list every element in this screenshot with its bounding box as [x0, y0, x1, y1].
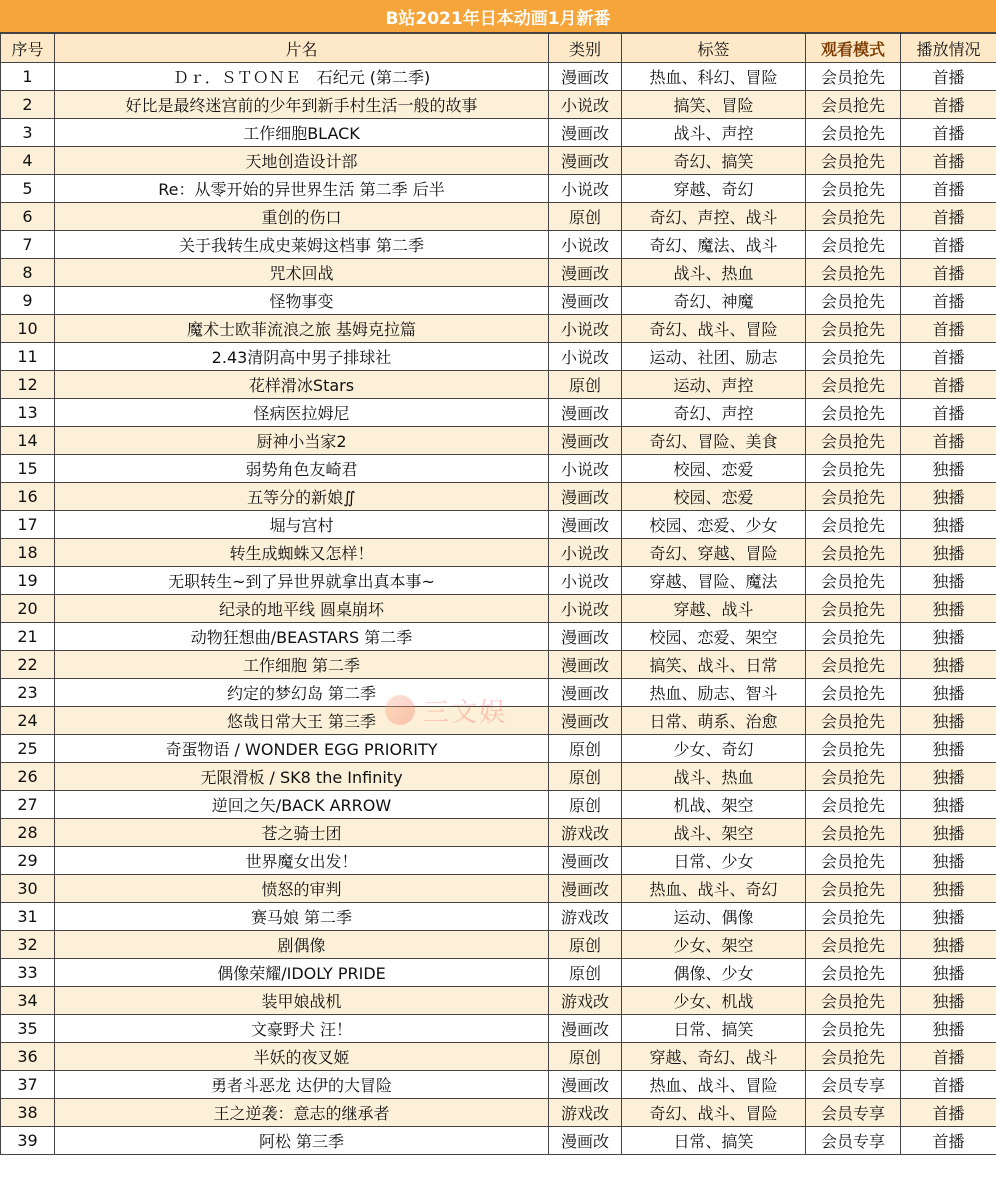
cell-no: 3: [1, 119, 55, 147]
table-row: [1, 1099, 996, 1127]
cell-no: 25: [1, 735, 55, 763]
cell-name: 花样滑冰Stars: [55, 371, 549, 399]
cell-no: 4: [1, 147, 55, 175]
cell-tags: 奇幻、魔法、战斗: [622, 231, 806, 259]
cell-tags: 奇幻、搞笑: [622, 147, 806, 175]
cell-category: 原创: [549, 791, 622, 819]
cell-no: 6: [1, 203, 55, 231]
table-row: [1, 959, 996, 987]
cell-name: 悠哉日常大王 第三季: [55, 707, 549, 735]
cell-tags: 校园、恋爱、架空: [622, 623, 806, 651]
cell-category: 小说改: [549, 595, 622, 623]
cell-tags: 奇幻、穿越、冒险: [622, 539, 806, 567]
cell-mode: 会员抢先: [806, 735, 901, 763]
cell-category: 漫画改: [549, 511, 622, 539]
cell-mode: 会员专享: [806, 1071, 901, 1099]
table-row: [1, 1015, 996, 1043]
cell-name: 装甲娘战机: [55, 987, 549, 1015]
cell-name: 无职转生~到了异世界就拿出真本事~: [55, 567, 549, 595]
cell-category: 漫画改: [549, 399, 622, 427]
cell-mode: 会员抢先: [806, 567, 901, 595]
cell-category: 漫画改: [549, 1127, 622, 1155]
cell-no: 5: [1, 175, 55, 203]
cell-tags: 搞笑、战斗、日常: [622, 651, 806, 679]
cell-no: 16: [1, 483, 55, 511]
cell-mode: 会员抢先: [806, 203, 901, 231]
cell-name: 咒术回战: [55, 259, 549, 287]
cell-status: 首播: [901, 427, 996, 455]
cell-status: 独播: [901, 791, 996, 819]
cell-category: 原创: [549, 203, 622, 231]
cell-name: 动物狂想曲/BEASTARS 第二季: [55, 623, 549, 651]
table-row: [1, 567, 996, 595]
cell-no: 18: [1, 539, 55, 567]
cell-no: 27: [1, 791, 55, 819]
cell-mode: 会员抢先: [806, 427, 901, 455]
cell-tags: 校园、恋爱、少女: [622, 511, 806, 539]
cell-name: 逆回之矢/BACK ARROW: [55, 791, 549, 819]
cell-mode: 会员抢先: [806, 399, 901, 427]
table-row: [1, 147, 996, 175]
cell-category: 漫画改: [549, 483, 622, 511]
cell-mode: 会员抢先: [806, 371, 901, 399]
cell-tags: 机战、架空: [622, 791, 806, 819]
cell-category: 游戏改: [549, 903, 622, 931]
cell-mode: 会员抢先: [806, 511, 901, 539]
cell-no: 30: [1, 875, 55, 903]
cell-category: 漫画改: [549, 119, 622, 147]
cell-status: 独播: [901, 511, 996, 539]
cell-no: 11: [1, 343, 55, 371]
cell-name: 弱势角色友崎君: [55, 455, 549, 483]
table-row: [1, 119, 996, 147]
header-tags: 标签: [622, 34, 806, 63]
cell-mode: 会员抢先: [806, 91, 901, 119]
table-row: [1, 707, 996, 735]
cell-status: 独播: [901, 819, 996, 847]
cell-mode: 会员抢先: [806, 287, 901, 315]
cell-tags: 穿越、奇幻、战斗: [622, 1043, 806, 1071]
header-mode: 观看模式: [806, 34, 901, 63]
cell-category: 小说改: [549, 175, 622, 203]
cell-tags: 热血、励志、智斗: [622, 679, 806, 707]
cell-tags: 日常、搞笑: [622, 1015, 806, 1043]
table-row: [1, 791, 996, 819]
cell-mode: 会员抢先: [806, 763, 901, 791]
cell-category: 漫画改: [549, 147, 622, 175]
cell-status: 独播: [901, 1015, 996, 1043]
cell-status: 独播: [901, 931, 996, 959]
cell-category: 小说改: [549, 567, 622, 595]
cell-mode: 会员抢先: [806, 63, 901, 91]
cell-category: 原创: [549, 1043, 622, 1071]
cell-name: 赛马娘 第二季: [55, 903, 549, 931]
cell-status: 独播: [901, 959, 996, 987]
cell-no: 21: [1, 623, 55, 651]
cell-tags: 战斗、声控: [622, 119, 806, 147]
cell-mode: 会员抢先: [806, 707, 901, 735]
cell-mode: 会员抢先: [806, 651, 901, 679]
cell-name: 苍之骑士团: [55, 819, 549, 847]
cell-name: 勇者斗恶龙 达伊的大冒险: [55, 1071, 549, 1099]
cell-category: 漫画改: [549, 707, 622, 735]
cell-status: 独播: [901, 623, 996, 651]
cell-tags: 日常、萌系、治愈: [622, 707, 806, 735]
header-category: 类别: [549, 34, 622, 63]
cell-status: 首播: [901, 371, 996, 399]
cell-status: 独播: [901, 847, 996, 875]
cell-name: 堀与宫村: [55, 511, 549, 539]
table-row: [1, 399, 996, 427]
cell-status: 首播: [901, 287, 996, 315]
cell-name: 怪病医拉姆尼: [55, 399, 549, 427]
cell-tags: 校园、恋爱: [622, 483, 806, 511]
cell-no: 34: [1, 987, 55, 1015]
cell-tags: 穿越、奇幻: [622, 175, 806, 203]
table-row: [1, 371, 996, 399]
table-row: [1, 875, 996, 903]
cell-name: 怪物事变: [55, 287, 549, 315]
cell-no: 22: [1, 651, 55, 679]
cell-tags: 战斗、架空: [622, 819, 806, 847]
cell-status: 首播: [901, 343, 996, 371]
cell-mode: 会员抢先: [806, 595, 901, 623]
cell-status: 首播: [901, 1099, 996, 1127]
cell-tags: 穿越、冒险、魔法: [622, 567, 806, 595]
cell-mode: 会员抢先: [806, 847, 901, 875]
cell-mode: 会员抢先: [806, 819, 901, 847]
cell-name: 工作细胞BLACK: [55, 119, 549, 147]
cell-category: 漫画改: [549, 623, 622, 651]
cell-tags: 日常、少女: [622, 847, 806, 875]
table-row: [1, 231, 996, 259]
cell-no: 35: [1, 1015, 55, 1043]
table-row: [1, 735, 996, 763]
cell-status: 独播: [901, 707, 996, 735]
cell-name: 五等分的新娘∬: [55, 483, 549, 511]
cell-no: 31: [1, 903, 55, 931]
cell-category: 游戏改: [549, 819, 622, 847]
cell-mode: 会员专享: [806, 1099, 901, 1127]
table-row: [1, 175, 996, 203]
cell-mode: 会员抢先: [806, 623, 901, 651]
cell-category: 漫画改: [549, 875, 622, 903]
cell-no: 33: [1, 959, 55, 987]
table-row: [1, 931, 996, 959]
cell-no: 7: [1, 231, 55, 259]
cell-tags: 热血、战斗、冒险: [622, 1071, 806, 1099]
table-row: [1, 1071, 996, 1099]
cell-mode: 会员抢先: [806, 987, 901, 1015]
cell-mode: 会员抢先: [806, 875, 901, 903]
cell-status: 首播: [901, 1071, 996, 1099]
cell-status: 独播: [901, 987, 996, 1015]
cell-no: 9: [1, 287, 55, 315]
table-row: [1, 623, 996, 651]
cell-name: 半妖的夜叉姬: [55, 1043, 549, 1071]
table-row: [1, 287, 996, 315]
table-row: [1, 259, 996, 287]
table-row: [1, 539, 996, 567]
cell-name: 转生成蜘蛛又怎样！: [55, 539, 549, 567]
cell-status: 独播: [901, 539, 996, 567]
cell-category: 漫画改: [549, 1015, 622, 1043]
cell-no: 32: [1, 931, 55, 959]
cell-category: 漫画改: [549, 1071, 622, 1099]
table-row: [1, 63, 996, 91]
cell-category: 漫画改: [549, 427, 622, 455]
cell-name: 关于我转生成史莱姆这档事 第二季: [55, 231, 549, 259]
cell-category: 漫画改: [549, 287, 622, 315]
cell-no: 13: [1, 399, 55, 427]
cell-no: 1: [1, 63, 55, 91]
table-row: [1, 1043, 996, 1071]
cell-tags: 穿越、战斗: [622, 595, 806, 623]
cell-mode: 会员抢先: [806, 259, 901, 287]
cell-category: 小说改: [549, 539, 622, 567]
cell-mode: 会员抢先: [806, 959, 901, 987]
cell-status: 独播: [901, 651, 996, 679]
cell-name: 好比是最终迷宫前的少年到新手村生活一般的故事: [55, 91, 549, 119]
cell-no: 12: [1, 371, 55, 399]
table-row: [1, 847, 996, 875]
cell-name: 厨神小当家2: [55, 427, 549, 455]
cell-category: 漫画改: [549, 63, 622, 91]
cell-no: 36: [1, 1043, 55, 1071]
cell-status: 独播: [901, 567, 996, 595]
cell-tags: 奇幻、战斗、冒险: [622, 315, 806, 343]
cell-tags: 战斗、热血: [622, 763, 806, 791]
cell-name: Ｄｒ．ＳＴＯＮＥ 石纪元 (第二季): [55, 63, 549, 91]
cell-mode: 会员抢先: [806, 147, 901, 175]
table-row: [1, 1127, 996, 1155]
cell-name: 世界魔女出发！: [55, 847, 549, 875]
cell-mode: 会员抢先: [806, 791, 901, 819]
cell-status: 首播: [901, 1127, 996, 1155]
cell-name: 工作细胞 第二季: [55, 651, 549, 679]
cell-tags: 奇幻、神魔: [622, 287, 806, 315]
cell-status: 独播: [901, 595, 996, 623]
cell-status: 首播: [901, 203, 996, 231]
cell-tags: 少女、机战: [622, 987, 806, 1015]
cell-no: 17: [1, 511, 55, 539]
cell-name: 重创的伤口: [55, 203, 549, 231]
table-row: [1, 483, 996, 511]
cell-category: 原创: [549, 763, 622, 791]
cell-tags: 热血、科幻、冒险: [622, 63, 806, 91]
cell-mode: 会员抢先: [806, 119, 901, 147]
cell-mode: 会员抢先: [806, 231, 901, 259]
cell-tags: 少女、奇幻: [622, 735, 806, 763]
cell-category: 小说改: [549, 315, 622, 343]
cell-status: 首播: [901, 147, 996, 175]
cell-name: 天地创造设计部: [55, 147, 549, 175]
cell-category: 原创: [549, 959, 622, 987]
cell-tags: 少女、架空: [622, 931, 806, 959]
cell-category: 小说改: [549, 343, 622, 371]
cell-name: 愤怒的审判: [55, 875, 549, 903]
table-row: [1, 763, 996, 791]
table-row: [1, 343, 996, 371]
cell-tags: 运动、偶像: [622, 903, 806, 931]
cell-status: 独播: [901, 735, 996, 763]
header-row: [1, 34, 996, 63]
cell-tags: 运动、社团、励志: [622, 343, 806, 371]
cell-mode: 会员抢先: [806, 175, 901, 203]
cell-mode: 会员抢先: [806, 1015, 901, 1043]
cell-name: 2.43清阴高中男子排球社: [55, 343, 549, 371]
cell-status: 独播: [901, 679, 996, 707]
cell-status: 首播: [901, 259, 996, 287]
cell-name: 王之逆袭：意志的继承者: [55, 1099, 549, 1127]
cell-tags: 奇幻、战斗、冒险: [622, 1099, 806, 1127]
cell-no: 20: [1, 595, 55, 623]
table-row: [1, 203, 996, 231]
cell-no: 15: [1, 455, 55, 483]
cell-mode: 会员抢先: [806, 315, 901, 343]
cell-mode: 会员抢先: [806, 1043, 901, 1071]
cell-tags: 运动、声控: [622, 371, 806, 399]
cell-tags: 热血、战斗、奇幻: [622, 875, 806, 903]
cell-no: 24: [1, 707, 55, 735]
cell-tags: 日常、搞笑: [622, 1127, 806, 1155]
cell-mode: 会员抢先: [806, 679, 901, 707]
cell-status: 独播: [901, 455, 996, 483]
cell-name: 约定的梦幻岛 第二季: [55, 679, 549, 707]
cell-mode: 会员专享: [806, 1127, 901, 1155]
cell-name: 文豪野犬 汪！: [55, 1015, 549, 1043]
cell-tags: 奇幻、声控、战斗: [622, 203, 806, 231]
table-row: [1, 91, 996, 119]
cell-tags: 偶像、少女: [622, 959, 806, 987]
cell-mode: 会员抢先: [806, 539, 901, 567]
cell-mode: 会员抢先: [806, 931, 901, 959]
cell-no: 38: [1, 1099, 55, 1127]
cell-category: 漫画改: [549, 847, 622, 875]
cell-mode: 会员抢先: [806, 903, 901, 931]
cell-name: 剧偶像: [55, 931, 549, 959]
cell-no: 29: [1, 847, 55, 875]
cell-category: 小说改: [549, 91, 622, 119]
cell-category: 原创: [549, 931, 622, 959]
watermark-text: 三文娱: [423, 697, 508, 728]
cell-no: 28: [1, 819, 55, 847]
table-row: [1, 651, 996, 679]
cell-name: 偶像荣耀/IDOLY PRIDE: [55, 959, 549, 987]
cell-status: 独播: [901, 483, 996, 511]
cell-category: 游戏改: [549, 987, 622, 1015]
cell-no: 10: [1, 315, 55, 343]
cell-status: 首播: [901, 91, 996, 119]
cell-no: 23: [1, 679, 55, 707]
cell-no: 26: [1, 763, 55, 791]
cell-no: 2: [1, 91, 55, 119]
table-row: [1, 315, 996, 343]
cell-status: 独播: [901, 903, 996, 931]
cell-category: 小说改: [549, 231, 622, 259]
table-row: [1, 595, 996, 623]
table-row: [1, 903, 996, 931]
cell-mode: 会员抢先: [806, 455, 901, 483]
cell-category: 原创: [549, 735, 622, 763]
cell-status: 独播: [901, 763, 996, 791]
cell-tags: 奇幻、声控: [622, 399, 806, 427]
cell-status: 首播: [901, 119, 996, 147]
cell-no: 14: [1, 427, 55, 455]
cell-no: 39: [1, 1127, 55, 1155]
cell-no: 8: [1, 259, 55, 287]
cell-category: 游戏改: [549, 1099, 622, 1127]
cell-name: 奇蛋物语 / WONDER EGG PRIORITY: [55, 735, 549, 763]
cell-status: 首播: [901, 315, 996, 343]
cell-name: 无限滑板 / SK8 the Infinity: [55, 763, 549, 791]
cell-tags: 校园、恋爱: [622, 455, 806, 483]
header-no: 序号: [1, 34, 55, 63]
header-status: 播放情况: [901, 34, 996, 63]
cell-category: 漫画改: [549, 259, 622, 287]
table-row: [1, 819, 996, 847]
cell-mode: 会员抢先: [806, 343, 901, 371]
cell-name: 纪录的地平线 圆桌崩坏: [55, 595, 549, 623]
cell-name: Re：从零开始的异世界生活 第二季 后半: [55, 175, 549, 203]
cell-category: 漫画改: [549, 679, 622, 707]
cell-mode: 会员抢先: [806, 483, 901, 511]
cell-name: 阿松 第三季: [55, 1127, 549, 1155]
anime-table: [0, 33, 996, 1155]
cell-status: 首播: [901, 231, 996, 259]
cell-status: 首播: [901, 63, 996, 91]
cell-no: 37: [1, 1071, 55, 1099]
header-name: 片名: [55, 34, 549, 63]
cell-tags: 奇幻、冒险、美食: [622, 427, 806, 455]
cell-status: 首播: [901, 1043, 996, 1071]
cell-tags: 搞笑、冒险: [622, 91, 806, 119]
cell-status: 独播: [901, 875, 996, 903]
table-row: [1, 455, 996, 483]
table-row: [1, 987, 996, 1015]
table-row: [1, 679, 996, 707]
cell-tags: 战斗、热血: [622, 259, 806, 287]
cell-category: 原创: [549, 371, 622, 399]
cell-status: 首播: [901, 399, 996, 427]
cell-category: 漫画改: [549, 651, 622, 679]
table-row: [1, 427, 996, 455]
cell-no: 19: [1, 567, 55, 595]
table-title: B站2021年日本动画1月新番: [0, 0, 996, 33]
cell-status: 首播: [901, 175, 996, 203]
cell-category: 小说改: [549, 455, 622, 483]
table-row: [1, 511, 996, 539]
cell-name: 魔术士欧菲流浪之旅 基姆克拉篇: [55, 315, 549, 343]
